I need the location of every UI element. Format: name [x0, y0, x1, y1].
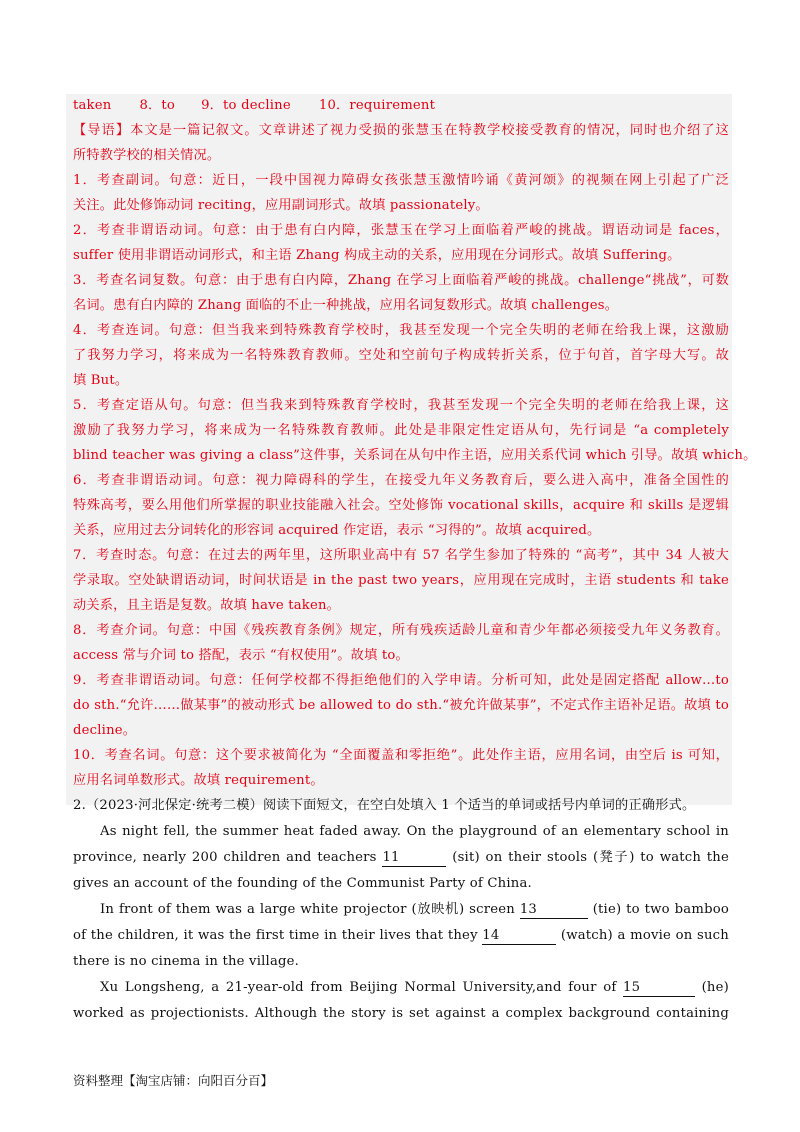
passage-text: (tie) to two bamboo [592, 902, 729, 917]
passage-text: (he) [701, 980, 729, 995]
explanation-line: 特殊高考，要么用他们所掌握的职业技能融入社会。空处修饰 vocational skills，acquire 和 skills 是逻辑 [73, 498, 729, 513]
answer-9: 9．to decline [201, 98, 291, 113]
explanation-line: access 常与介词 to 搭配，表示 “有权使用”。故填 to。 [73, 648, 409, 663]
passage-text: (watch) a movie on such [560, 928, 729, 943]
blank-11[interactable]: 11 [382, 850, 446, 867]
explanation-line: decline。 [73, 723, 137, 738]
blank-14[interactable]: 14 [482, 928, 556, 945]
explanation-line: 3．考查名词复数。句意：由于患有白内障，Zhang 在学习上面临着严峻的挑战。challenge“挑战”，可数 [73, 273, 729, 288]
explanation-line: 关注。此处修饰动词 reciting，应用副词形式。故填 passionately。 [73, 198, 489, 213]
explanation-line: 4．考查连词。句意：但当我来到特殊教育学校时，我甚至发现一个完全失明的老师在给我上课，这激励 [73, 323, 729, 338]
explanation-line: 填 But。 [73, 373, 129, 388]
explanation-line: 2．考查非谓语动词。句意：由于患有白内障，张慧玉在学习上面临着严峻的挑战。谓语动词是 faces， [73, 223, 729, 238]
explanation-line: 9．考查非谓语动词。句意：任何学校都不得拒绝他们的入学申请。分析可知，此处是固定搭配 allow…to [73, 673, 729, 688]
blank-13[interactable]: 13 [520, 902, 588, 919]
passage-line: As night fell, the summer heat faded away. On the playground of an elementary school in [100, 824, 729, 839]
passage-line [100, 978, 729, 998]
passage-line: worked as projectionists. Although the story is set against a complex background containing [73, 1006, 729, 1021]
blank-15[interactable]: 15 [623, 980, 695, 997]
passage-text: province, nearly 200 children and teachers [73, 850, 377, 865]
passage-line: there is no cinema in the village. [73, 954, 300, 969]
explanation-line: 所特教学校的相关情况。 [73, 148, 221, 163]
passage-text: of the children, it was the first time in their lives that they [73, 928, 478, 943]
explanation-line: 6．考查非谓语动词。句意：视力障碍科的学生，在接受九年义务教育后，要么进入高中，准备全国性的 [73, 473, 729, 488]
explanation-line: 10．考查名词。句意：这个要求被简化为 “全面覆盖和零拒绝”。此处作主语，应用名词，由空后 is 可知， [73, 748, 729, 763]
explanation-line: 动关系，且主语是复数。故填 have taken。 [73, 598, 341, 613]
answer-10: 10．requirement [318, 98, 436, 113]
passage-line [73, 848, 729, 868]
explanation-line: 名词。患有白内障的 Zhang 面临的不止一种挑战，应用名词复数形式。故填 challenges。 [73, 298, 619, 313]
passage-line: gives an account of the founding of the Communist Party of China. [73, 876, 532, 891]
passage-text: Xu Longsheng, a 21-year-old from Beijing Normal University,and four of [100, 980, 617, 995]
question-stem: 2.（2023·河北保定·统考二模）阅读下面短文，在空白处填入 1 个适当的单词或括号内单词的正确形式。 [73, 798, 696, 813]
explanation-line: 【导语】本文是一篇记叙文。文章讲述了视力受损的张慧玉在特教学校接受教育的情况，同时也介绍了这 [73, 123, 729, 138]
passage-text: In front of them was a large white projector (放映机) screen [100, 902, 515, 917]
explanation-line: 1．考查副词。句意：近日，一段中国视力障碍女孩张慧玉激情吟诵《黄河颂》的视频在网上引起了广泛 [73, 173, 729, 188]
explanation-line: 了我努力学习，将来成为一名特殊教育教师。空处和空前句子构成转折关系，位于句首，首字母大写。故 [73, 348, 729, 363]
explanation-line: suffer 使用非谓语动词形式，和主语 Zhang 构成主动的关系，应用现在分词形式。故填 Suffering。 [73, 248, 681, 263]
passage-text: (sit) on their stools (凳子) to watch the [452, 850, 729, 865]
answer-7: taken [73, 98, 112, 113]
explanation-line: 应用名词单数形式。故填 requirement。 [73, 773, 324, 788]
explanation-line: 5．考查定语从句。句意：但当我来到特殊教育学校时，我甚至发现一个完全失明的老师在给我上课，这 [73, 398, 729, 413]
passage-line [73, 926, 729, 946]
explanation-line: 激励了我努力学习，将来成为一名特殊教育教师。此处是非限定性定语从句，先行词是 “a completely [73, 423, 729, 438]
explanation-line: 8．考查介词。句意：中国《残疾教育条例》规定，所有残疾适龄儿童和青少年都必须接受九年义务教育。 [73, 623, 729, 638]
answer-8: 8．to [139, 98, 176, 113]
page-footer: 资料整理【淘宝店铺：向阳百分百】 [73, 1073, 274, 1088]
answer-key-line [73, 96, 435, 116]
explanation-line: 7．考查时态。句意：在过去的两年里，这所职业高中有 57 名学生参加了特殊的 “高考”，其中 34 人被大 [73, 548, 729, 563]
explanation-line: 关系，应用过去分词转化的形容词 acquired 作定语，表示 “习得的”。故填 acquired。 [73, 523, 601, 538]
explanation-line: blind teacher was giving a class”这件事，关系词在从句中作主语，应用关系代词 which 引导。故填 which。 [73, 448, 757, 463]
passage-line [100, 900, 729, 920]
explanation-line: do sth.“允许……做某事”的被动形式 be allowed to do sth.“被允许做某事”，不定式作主语补足语。故填 to [73, 698, 729, 713]
explanation-line: 学录取。空处缺谓语动词，时间状语是 in the past two years，应用现在完成时，主语 students 和 take [73, 573, 729, 588]
